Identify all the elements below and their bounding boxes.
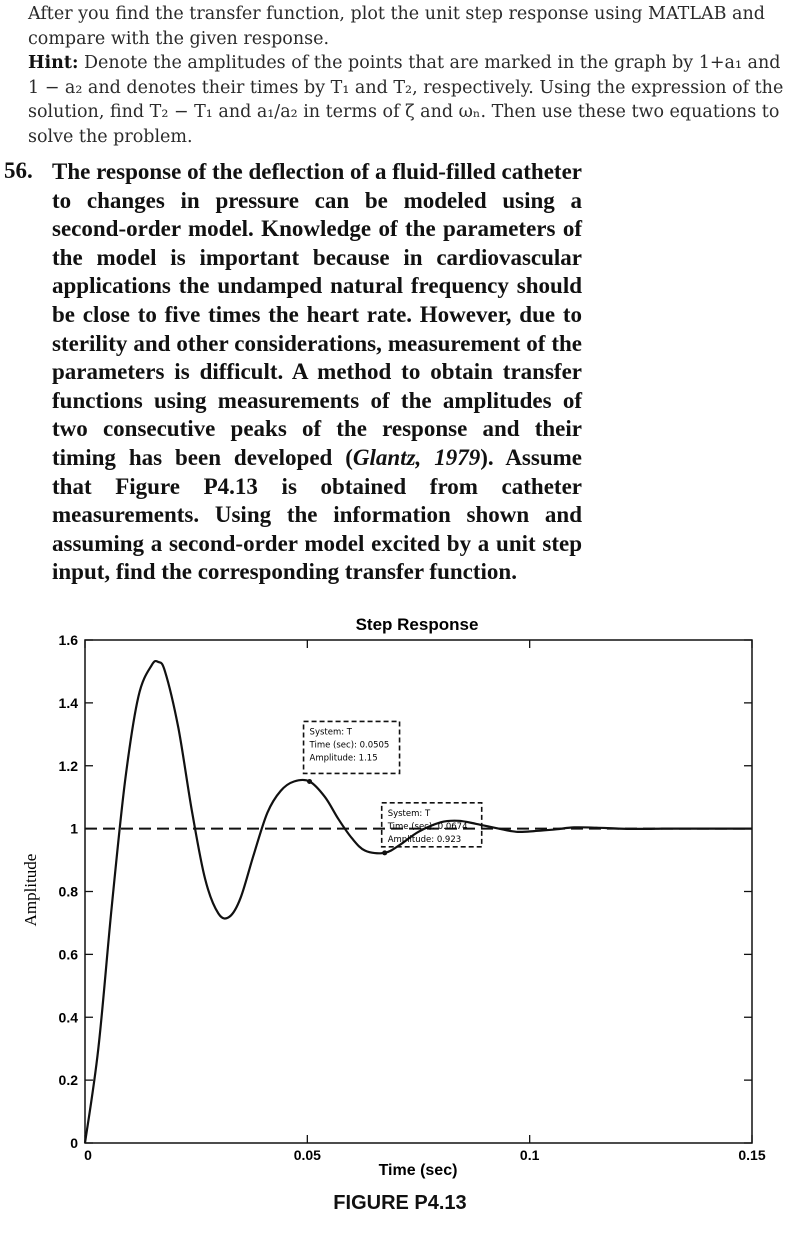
y-tick-label: 1.4	[58, 694, 78, 711]
x-tick-label: 0	[84, 1147, 92, 1163]
y-tick-label: 1.6	[58, 632, 78, 648]
x-tick-label: 0.05	[293, 1147, 321, 1163]
y-tick-label: 1.2	[58, 757, 78, 774]
problem-body-end: ). Assume that Figure P4.13 is obtained from catheter measurements. Using the information shown and assuming a second-order model excited by a unit step input, find the corresponding transfer function.	[52, 444, 582, 585]
intro-text	[28, 2, 790, 149]
problem-citation: Glantz, 1979	[352, 444, 481, 470]
hint-text: Denote the amplitudes of the points that are marked in the graph by 1+a₁ and 1 − a₂ and denotes their times by T₁ and T₂, respectively. Using the expression of the solution, find T₂ − T₁ and a₁/a₂ in terms of ζ and ωₙ. Then use these two equations to solve the problem.	[28, 53, 784, 147]
data-tip-system: System: T	[309, 727, 353, 738]
hint-paragraph	[28, 51, 790, 149]
data-tip-amplitude: Amplitude: 1.15	[309, 753, 378, 764]
y-tick-label: 1	[70, 820, 78, 837]
step-response-chart	[0, 600, 804, 1190]
problem-text	[52, 158, 582, 587]
y-tick-label: 0	[70, 1135, 78, 1151]
figure-caption: FIGURE P4.13	[333, 1192, 467, 1214]
data-tip-system: System: T	[387, 808, 431, 819]
data-tip-annotations	[304, 721, 482, 855]
plot-frame	[85, 640, 752, 1143]
data-tip-point	[307, 779, 312, 784]
y-tick-label: 0.8	[58, 883, 78, 900]
data-tip-time: Time (sec): 0.0674	[387, 821, 468, 832]
problem-body: The response of the deflection of a fluid-filled catheter to changes in pressure can be modeled using a second-order model. Knowledge of the parameters of the model is important because in cardiovascular applications the undamped natural frequency should be close to five times the heart rate. However, due to sterility and other considerations, measurement of the parameters is difficult. A method to obtain transfer functions using measurements of the amplitudes of two consecutive peaks of the response and their timing has been developed (	[52, 159, 582, 470]
y-axis-ticks	[59, 632, 752, 1151]
intro-line: After you find the transfer function, plot the unit step response using MATLAB and compare with the given response.	[28, 4, 765, 49]
data-tip-point	[382, 850, 387, 855]
hint-label: Hint:	[28, 53, 79, 73]
y-axis-label: Amplitude	[21, 853, 40, 927]
response-curve	[85, 661, 752, 1143]
x-axis-label: Time (sec)	[378, 1162, 458, 1179]
x-tick-label: 0.15	[738, 1147, 766, 1163]
y-tick-label: 0.6	[58, 946, 78, 963]
problem-number: 56.	[4, 158, 33, 183]
data-tip-time: Time (sec): 0.0505	[309, 740, 390, 751]
chart-title: Step Response	[355, 615, 479, 634]
y-tick-label: 0.2	[58, 1072, 78, 1089]
data-tip-amplitude: Amplitude: 0.923	[387, 834, 462, 845]
x-tick-label: 0.1	[519, 1147, 540, 1163]
y-tick-label: 0.4	[58, 1009, 78, 1026]
x-axis-ticks	[84, 640, 766, 1163]
